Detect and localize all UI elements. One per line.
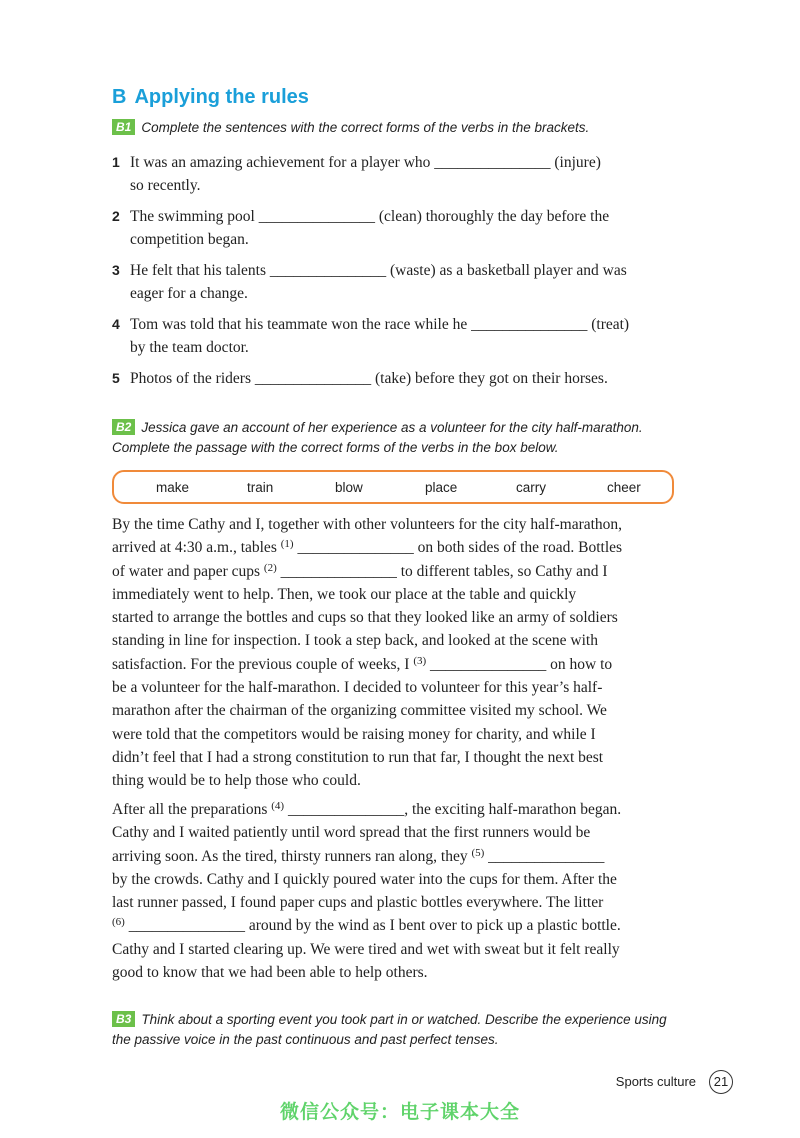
b3-instruction-line-2: the passive voice in the past continuous and past perfect tenses. (112, 1032, 499, 1047)
b1-item-4 (112, 313, 672, 359)
answer-blank-5[interactable]: _______________ (488, 847, 605, 865)
item-line: He felt that his talents _______________ (waste) as a basketball player and was (130, 262, 627, 279)
passage-line: were told that the competitors would be raising money for charity, and while I (112, 725, 596, 743)
passage-line: immediately went to help. Then, we took our place at the table and quickly (112, 585, 577, 603)
passage-text: arrived at 4:30 a.m., tables (112, 539, 281, 557)
watermark-text: 微信公众号：电子课本大全 (279, 1101, 520, 1123)
passage-text: on both sides of the road. Bottles (413, 539, 623, 557)
passage-line: didn’t feel that I had a strong constitution to run that far, I thought the next best (112, 748, 604, 766)
word-train: train (247, 480, 274, 495)
b1-item-1 (112, 151, 672, 197)
word-make: make (156, 480, 190, 495)
section-title: Applying the rules (134, 86, 309, 108)
b1-item-5 (112, 367, 672, 390)
b3-badge: B3 (112, 1011, 135, 1027)
item-line: competition began. (130, 231, 249, 248)
section-heading (112, 86, 309, 109)
passage-line (112, 914, 682, 937)
item-line: Photos of the riders _______________ (take) before they got on their horses. (130, 370, 608, 387)
word-blow: blow (335, 480, 363, 495)
passage-line: be a volunteer for the half-marathon. I decided to volunteer for this year’s half- (112, 679, 603, 697)
passage-text: of water and paper cups (112, 562, 264, 580)
passage-line: By the time Cathy and I, together with other volunteers for the city half-marathon, (112, 516, 623, 533)
blank-marker-3: (3) (413, 654, 427, 667)
blank-marker-6: (6) (112, 916, 125, 929)
passage-line (112, 798, 682, 821)
item-number: 3 (112, 262, 120, 278)
section-letter: B (112, 86, 127, 108)
b1-instruction (112, 118, 692, 138)
item-line: Tom was told that his teammate won the race while he _______________ (treat) (130, 316, 630, 333)
answer-blank-2[interactable]: _______________ (280, 562, 397, 580)
passage-text: After all the preparations (112, 801, 272, 818)
item-line: It was an amazing achievement for a player who _______________ (injure) (130, 154, 601, 171)
b1-instruction-text: Complete the sentences with the correct forms of the verbs in the brackets. (141, 120, 590, 135)
passage-text: arriving soon. As the tired, thirsty runners ran along, they (112, 847, 472, 865)
passage-text: to different tables, so Cathy and I (396, 562, 608, 580)
passage-line: thing would be to help those who could. (112, 772, 361, 790)
b2-instruction (112, 418, 692, 458)
passage-paragraph-2 (112, 798, 682, 984)
passage-line: standing in line for inspection. I took a step back, and looked at the scene with (112, 632, 598, 650)
b1-item-3 (112, 259, 672, 305)
answer-blank-6[interactable]: _______________ (128, 917, 245, 935)
passage-text: around by the wind as I bent over to pick up a plastic bottle. (244, 917, 621, 935)
passage-text: , the exciting half-marathon began. (404, 801, 622, 818)
passage-line (112, 560, 682, 583)
b1-item-2 (112, 205, 672, 251)
word-carry: carry (516, 480, 546, 495)
passage-text: satisfaction. For the previous couple of weeks, I (112, 655, 414, 673)
b2-badge: B2 (112, 419, 135, 435)
passage-line: Cathy and I waited patiently until word spread that the first runners would be (112, 824, 591, 842)
item-number: 5 (112, 370, 120, 386)
passage-line: last runner passed, I found paper cups and plastic bottles everywhere. The litter (112, 894, 604, 912)
word-cheer: cheer (607, 480, 641, 495)
passage-paragraph-1 (112, 513, 682, 793)
word-place: place (425, 480, 458, 495)
blank-marker-5: (5) (471, 846, 485, 859)
blank-marker-2: (2) (263, 561, 277, 574)
b2-instruction-line-1: Jessica gave an account of her experience as a volunteer for the city half-marathon. (141, 420, 643, 435)
item-line: so recently. (130, 177, 201, 194)
b3-instruction (112, 1010, 712, 1050)
passage-line (112, 845, 682, 868)
b2-instruction-line-2: Complete the passage with the correct forms of the verbs in the box below. (112, 440, 559, 455)
item-number: 2 (112, 208, 120, 224)
passage-line: by the crowds. Cathy and I quickly poured water into the cups for them. After the (112, 870, 617, 888)
passage-line (112, 536, 682, 559)
item-line: The swimming pool _______________ (clean) thoroughly the day before the (130, 208, 610, 225)
item-number: 1 (112, 154, 120, 170)
item-number: 4 (112, 316, 120, 332)
passage-line: started to arrange the bottles and cups so that they looked like an army of soldiers (112, 609, 618, 627)
answer-blank-1[interactable]: _______________ (297, 539, 414, 557)
passage-line: marathon after the chairman of the organizing committee visited my school. We (112, 702, 607, 720)
answer-blank-3[interactable]: _______________ (430, 655, 547, 673)
blank-marker-1: (1) (280, 538, 294, 551)
blank-marker-4: (4) (271, 800, 285, 812)
footer-chapter-label: Sports culture (615, 1074, 696, 1089)
word-box (112, 470, 674, 504)
page-number: 21 (709, 1070, 733, 1094)
b3-instruction-line-1: Think about a sporting event you took part in or watched. Describe the experience using (141, 1012, 667, 1027)
answer-blank-4[interactable]: _______________ (287, 801, 405, 818)
item-line: eager for a change. (130, 285, 248, 302)
passage-line: Cathy and I started clearing up. We were tired and wet with sweat but it felt really (112, 940, 620, 958)
passage-line: good to know that we had been able to help others. (112, 964, 428, 982)
item-line: by the team doctor. (130, 339, 249, 356)
passage-text: on how to (546, 655, 613, 673)
b1-badge: B1 (112, 119, 135, 135)
passage-line (112, 653, 682, 676)
